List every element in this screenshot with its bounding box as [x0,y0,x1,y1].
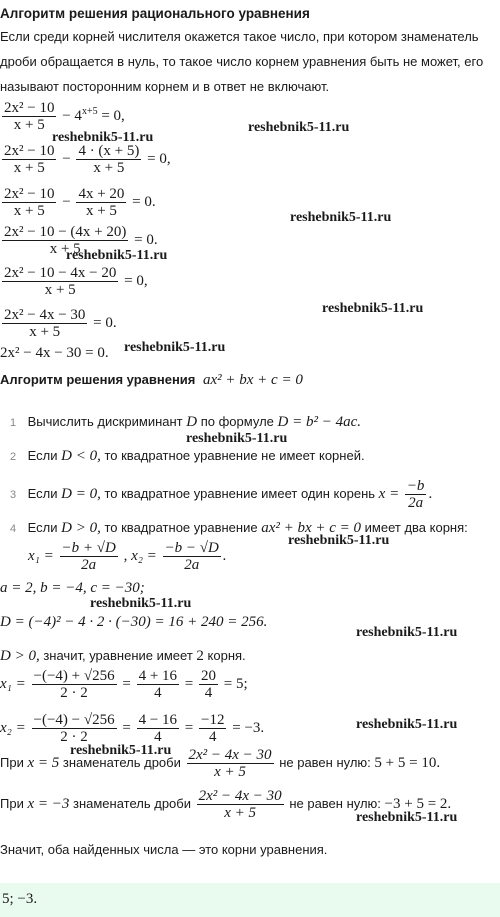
intro-paragraph: Если среди корней числителя окажется такое число, при котором знаменатель дроби обращается в нуль, то такое число корнем уравнения быть не может, его называют посторонним корнем и в ответ не включают. [0,29,484,94]
answer-box [0,883,500,917]
discriminant-positive: D > 0, значит, уравнение имеет 2 корня. [0,648,246,664]
watermark: reshebnik5-11.ru [66,248,168,263]
step-line-4: $\frac{\text{2x² − 10 − (4x + 20)}}{x + 5}$ = 0. [4,224,158,257]
step-line-5: $\frac{\text{2x² − 10 − 4x − 20}}{x + 5}$ = 0, [4,265,148,298]
watermark: reshebnik5-11.ru [322,301,424,316]
watermark: reshebnik5-11.ru [70,743,172,758]
conclusion: Значит, оба найденных числа — это корни уравнения. [0,842,328,857]
step-line-3: $\frac{\text{2x² − 10}}{x + 5}$ − $\frac{4x + 20}{x + 5}$ = 0. [4,186,156,219]
watermark: reshebnik5-11.ru [288,533,390,548]
step-line-2: $\frac{\text{2x² − 10}}{x + 5}$ − $\frac{4 \cdot (x + 5)}{x + 5}$ = 0, [4,143,171,176]
step-line-6: $\frac{\text{2x² − 4x − 30}}{x + 5}$ = 0. [4,307,117,340]
root-x2: x₂ = $\frac{-(-4) - √256}{2 \cdot 2}$ = $\frac{4 - 16}{4}$ = $\frac{-12}{4}$ = −3. [0,712,265,745]
root-x1: x₁ = $\frac{-(-4) + √256}{2 \cdot 2}$ = $\frac{4 + 16}{4}$ = $\frac{20}{4}$ = 5; [0,668,248,701]
watermark: reshebnik5-11.ru [124,340,226,355]
discriminant: D = (−4)² − 4 · 2 · (−30) = 16 + 240 = 256. [0,614,268,630]
section-title-rational: Алгоритм решения рационального уравнения [0,6,310,21]
section-title-quadratic: Алгоритм решения уравнения ax² + bx + c = 0 [0,372,303,388]
watermark: reshebnik5-11.ru [52,130,154,145]
check-x1: При x = 5 знаменатель дроби $\frac{\text{2x² − 4x − 30}}{x + 5}$ не равен нулю: 5 + 5 = 10. [0,747,441,780]
algo-item-2: 2 Если D < 0, то квадратное уравнение не имеет корней. [10,448,365,464]
roots-formula: x₁ = $\frac{-b + √D}{2a}$ , x₂ = $\frac{-b - √D}{2a}$ . [28,540,227,573]
watermark: reshebnik5-11.ru [186,431,288,446]
watermark: reshebnik5-11.ru [90,596,192,611]
watermark: reshebnik5-11.ru [248,120,350,135]
algo-item-4: 4 Если D > 0, то квадратное уравнение ax² + bx + c = 0 имеет два корня: [10,520,468,536]
watermark: reshebnik5-11.ru [290,210,392,225]
watermark: reshebnik5-11.ru [356,625,458,640]
step-line-1: $\frac{\text{2x² − 10}}{x + 5}$ − $4^{x+5} = 0$, [4,100,125,133]
algo-item-3: 3 Если D = 0, то квадратное уравнение имеет один корень x = $\frac{-b}{2a}$ . [10,478,433,511]
algo-item-1: 1 Вычислить дискриминант D по формуле D = b² − 4ac. [10,414,361,430]
answer-text: 5; −3. [2,891,38,907]
watermark: reshebnik5-11.ru [356,810,458,825]
coefficients: a = 2, b = −4, c = −30; [0,580,145,596]
check-x2: При x = −3 знаменатель дроби $\frac{\text{2x² − 4x − 30}}{x + 5}$ не равен нулю: −3 + 5 = 2. [0,788,452,821]
watermark: reshebnik5-11.ru [356,717,458,732]
step-line-7: 2x² − 4x − 30 = 0. [0,345,109,361]
